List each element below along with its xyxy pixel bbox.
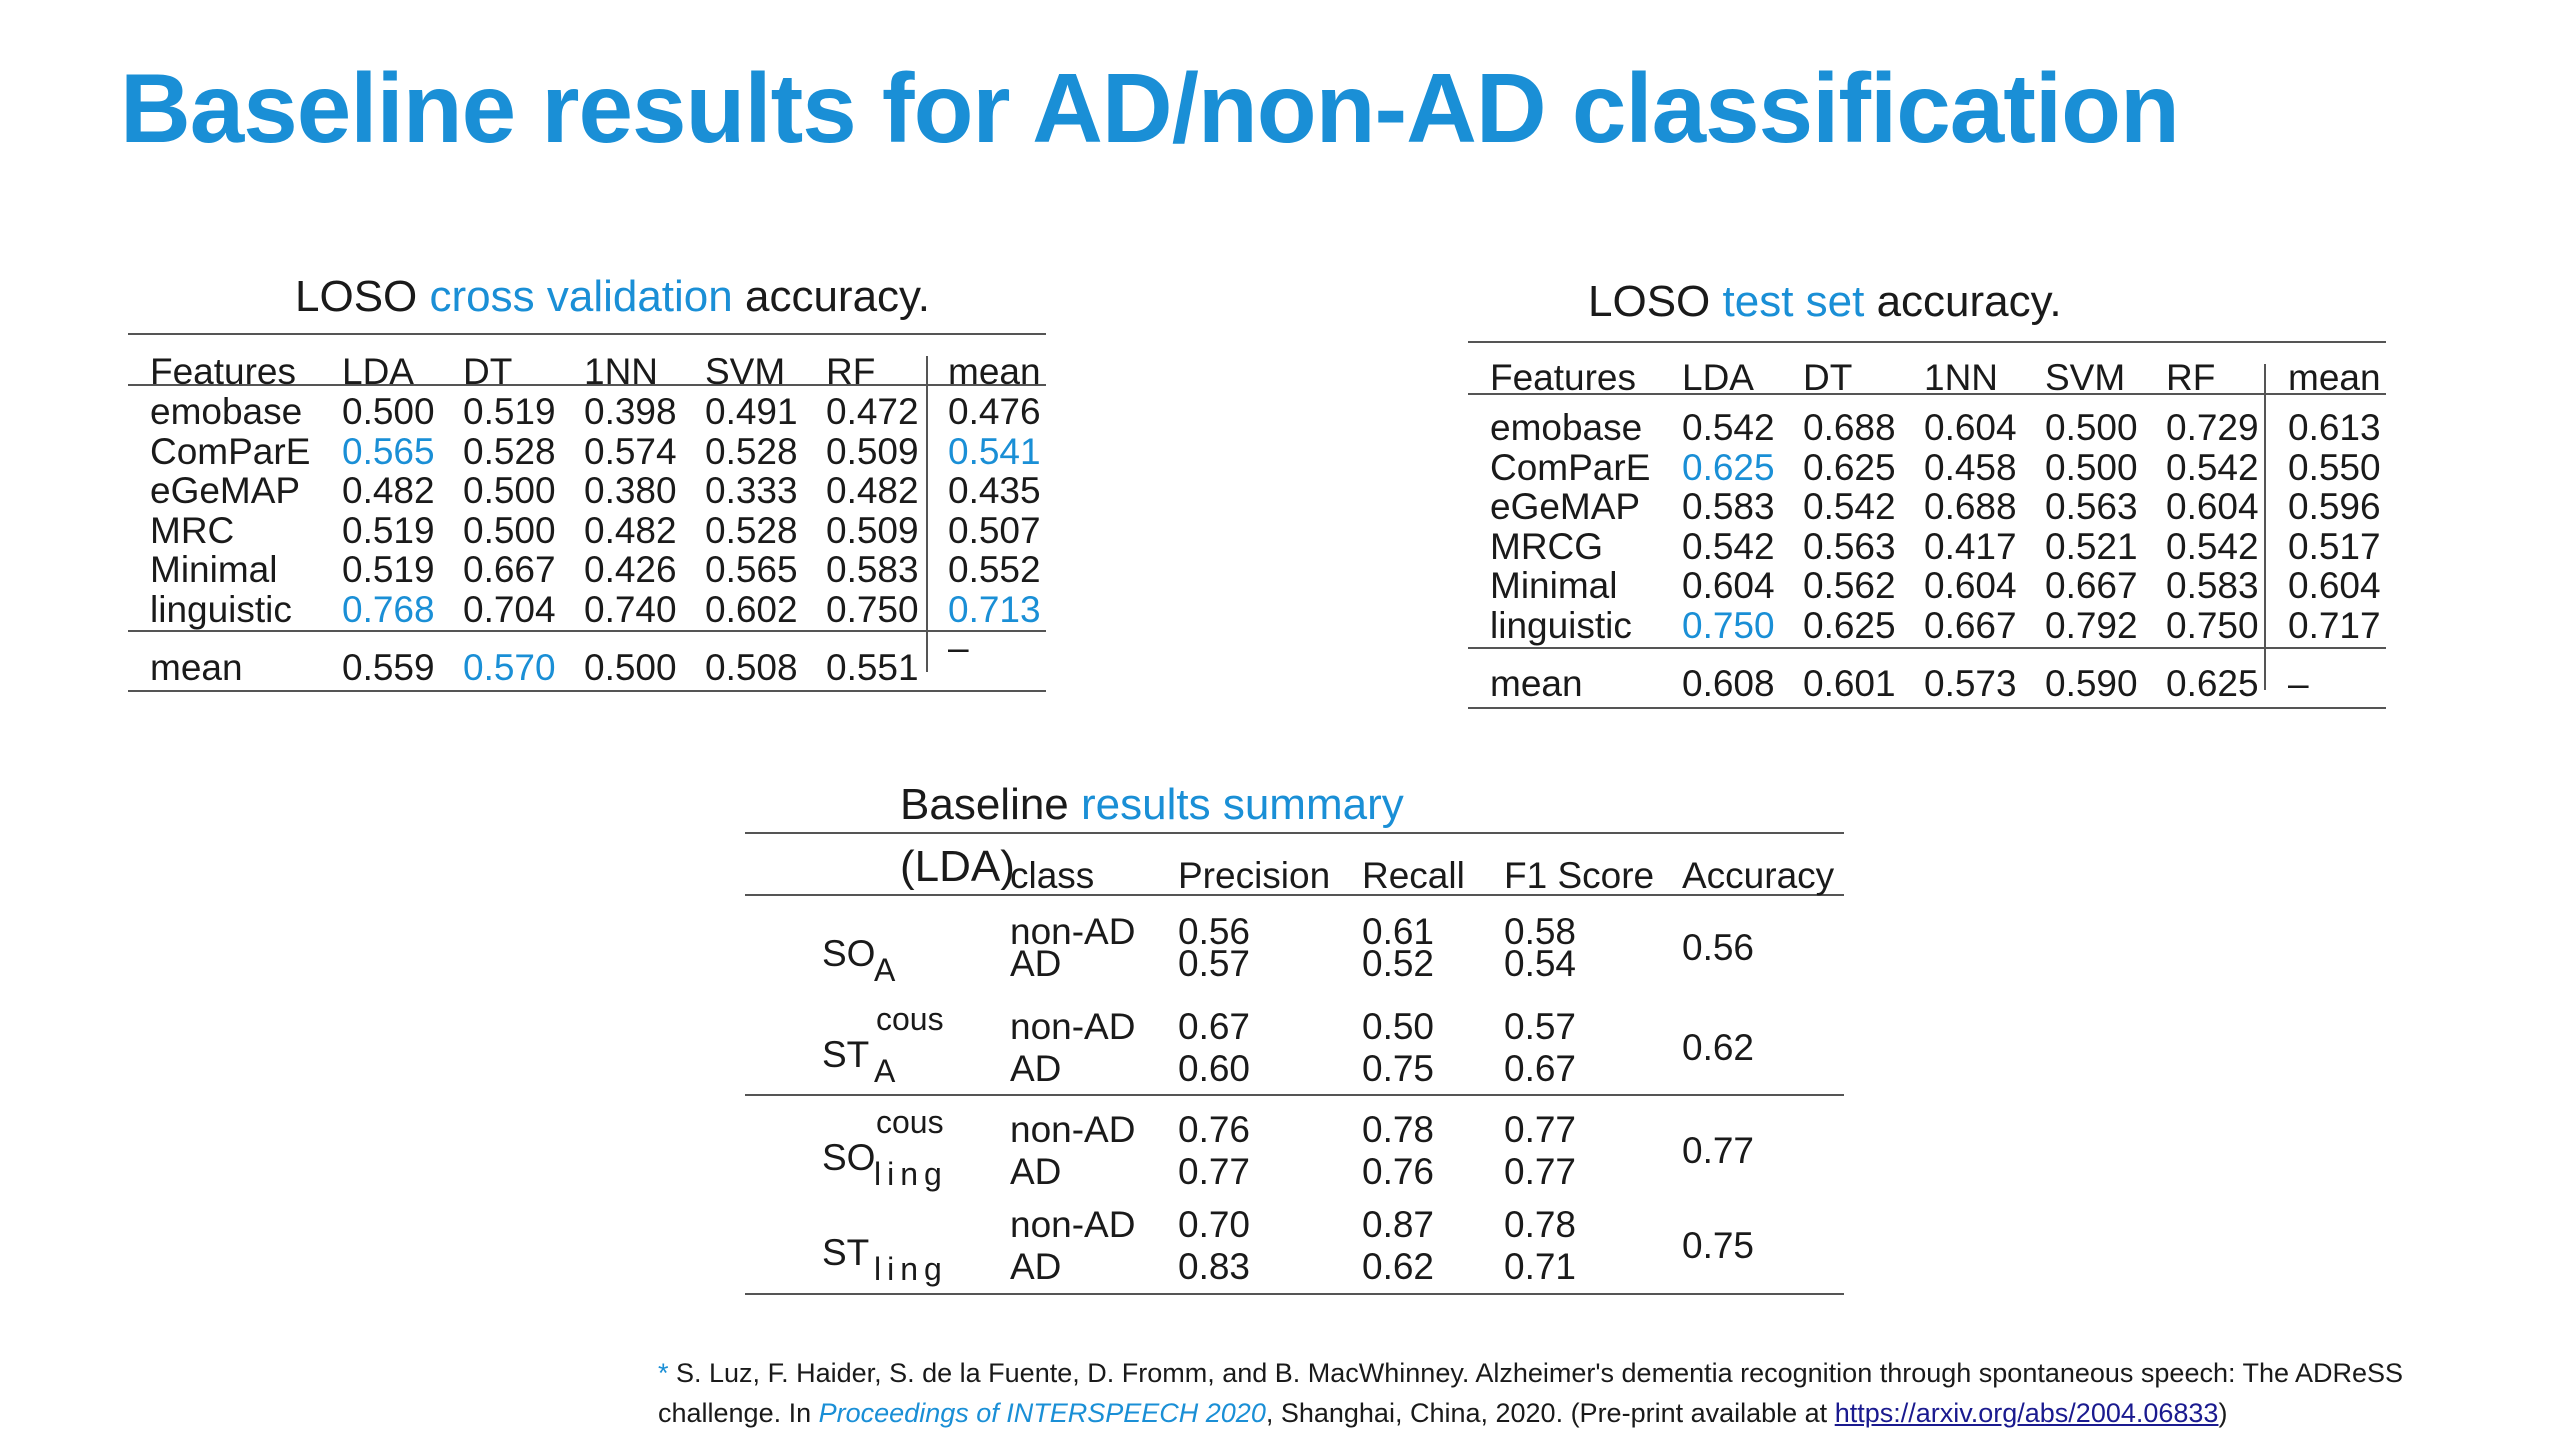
cv-mean-cell: 0.551 [826, 647, 919, 688]
test-cell: 0.613 [2288, 407, 2381, 448]
cv-mean-cell: 0.559 [342, 647, 435, 688]
test-mean-cell: 0.625 [2166, 663, 2259, 704]
footnote-text-1: S. Luz, F. Haider, S. de la Fuente, D. Fromm, and B. MacWhinney. Alzheimer's dementia recognition through spontaneous speech: The ADReSS [668, 1358, 2404, 1388]
summary-mid-rule [745, 1094, 1844, 1096]
summary-header-f1-score: F1 Score [1504, 855, 1655, 896]
summary-recall-cell: 0.52 [1362, 943, 1435, 984]
summary-recall-cell: 0.62 [1362, 1246, 1435, 1287]
summary-header-accuracy: Accuracy [1682, 855, 1835, 896]
cv-cell: 0.740 [584, 588, 677, 630]
summary-recall-cell: 0.87 [1362, 1204, 1435, 1245]
footnote-star: * [658, 1358, 669, 1388]
cv-cell: 0.500 [463, 470, 556, 511]
summary-f1-cell: 0.78 [1504, 1204, 1577, 1245]
test-row-label: eGeMAP [1490, 486, 1641, 527]
test-mean-cell: 0.590 [2045, 663, 2138, 704]
test-cell: 0.604 [1924, 407, 2017, 448]
summary-caption-sub: (LDA) [900, 842, 1015, 891]
cv-cell: 0.519 [342, 549, 435, 590]
test-cell: 0.625 [1803, 446, 1896, 488]
summary-group-label: SO [822, 933, 876, 974]
test-row-label: Minimal [1490, 565, 1618, 606]
test-cell: 0.542 [1682, 407, 1775, 448]
cv-caption-post: accuracy. [732, 272, 931, 321]
summary-accuracy-cell: 0.77 [1682, 1130, 1755, 1171]
cv-cell: 0.472 [826, 391, 919, 432]
summary-precision-cell: 0.77 [1178, 1151, 1251, 1192]
cv-header-1nn: 1NN [584, 351, 659, 392]
test-cell: 0.417 [1924, 525, 2017, 567]
summary-class-cell: AD [1010, 1246, 1062, 1287]
test-row-label: ComParE [1490, 446, 1651, 488]
summary-header-recall: Recall [1362, 855, 1465, 896]
summary-bottom-rule [745, 1293, 1844, 1295]
test-cell: 0.542 [1682, 525, 1775, 567]
footnote-text-2-pre: challenge. In [658, 1398, 819, 1428]
footnote-arxiv-link[interactable]: https://arxiv.org/abs/2004.06833 [1834, 1398, 2219, 1428]
summary-class-cell: AD [1010, 1151, 1062, 1192]
summary-group-sub: A [874, 1053, 896, 1089]
test-caption-pre: LOSO [1588, 277, 1723, 326]
test-cell: 0.688 [1803, 407, 1896, 448]
test-cell: 0.625 [1803, 604, 1896, 646]
test-table-caption [1588, 277, 2062, 327]
cv-cell: 0.482 [826, 470, 919, 511]
summary-group-label: ST [822, 1034, 870, 1075]
cv-row-label: eGeMAP [150, 470, 301, 511]
summary-class-cell: non-AD [1010, 1204, 1136, 1245]
test-header-svm: SVM [2045, 357, 2126, 398]
test-cell: 0.562 [1803, 565, 1896, 606]
test-cell: 0.717 [2288, 604, 2381, 646]
summary-precision-cell: 0.56 [1178, 911, 1251, 952]
footnote-line-2 [658, 1398, 2227, 1429]
page-title: Baseline results for AD/non-AD classification [120, 53, 2179, 163]
cv-cell: 0.667 [463, 549, 556, 590]
test-cell: 0.625 [1682, 446, 1775, 488]
cv-cell: 0.398 [584, 391, 677, 432]
cv-cell: 0.507 [948, 509, 1041, 551]
test-header-dt: DT [1803, 357, 1853, 398]
cv-cell: 0.435 [948, 470, 1041, 511]
summary-class-cell: non-AD [1010, 1006, 1136, 1047]
summary-top-rule [745, 832, 1844, 834]
test-cell: 0.604 [1682, 565, 1775, 606]
cv-header-features: Features [150, 351, 297, 392]
cv-cell: 0.541 [948, 430, 1041, 472]
test-mean-cell: 0.573 [1924, 663, 2017, 704]
cv-mean-label: mean [150, 647, 243, 688]
test-mean-label: mean [1490, 663, 1583, 704]
test-header-lda: LDA [1682, 357, 1754, 398]
test-caption-highlight: test set [1722, 277, 1865, 326]
summary-recall-cell: 0.61 [1362, 911, 1435, 952]
summary-group-label: SO [822, 1137, 876, 1178]
summary-f1-cell: 0.57 [1504, 1006, 1577, 1047]
cv-mean-cell: 0.500 [584, 647, 677, 688]
cv-cell: 0.574 [584, 430, 677, 472]
cv-cell: 0.602 [705, 588, 798, 630]
cv-cell: 0.552 [948, 549, 1041, 590]
summary-group-sup: cous [876, 1104, 944, 1140]
cv-table-caption [295, 272, 930, 322]
summary-caption-pre: Baseline [900, 780, 1082, 829]
summary-header-precision: Precision [1178, 855, 1331, 896]
summary-class-cell: non-AD [1010, 1109, 1136, 1150]
cv-row-label: MRC [150, 509, 235, 551]
footnote-line-1 [658, 1358, 2403, 1389]
test-row-label: linguistic [1490, 604, 1632, 646]
cv-cell: 0.528 [705, 509, 798, 551]
cv-vertical-rule [926, 356, 928, 672]
cv-cell: 0.482 [342, 470, 435, 511]
test-mean-cell: 0.601 [1803, 663, 1896, 704]
summary-accuracy-cell: 0.62 [1682, 1027, 1755, 1068]
summary-recall-cell: 0.76 [1362, 1151, 1435, 1192]
summary-f1-cell: 0.54 [1504, 943, 1577, 984]
cv-caption-pre: LOSO [295, 272, 430, 321]
test-cell: 0.604 [1924, 565, 2017, 606]
cv-bottom-rule [128, 690, 1046, 692]
cv-row-label: ComParE [150, 430, 311, 472]
cv-header-mean: mean [948, 351, 1041, 392]
summary-header-class: class [1010, 855, 1095, 896]
test-cell: 0.500 [2045, 446, 2138, 488]
cv-header-lda: LDA [342, 351, 414, 392]
summary-precision-cell: 0.57 [1178, 943, 1251, 984]
test-header-1nn: 1NN [1924, 357, 1999, 398]
test-cell: 0.604 [2288, 565, 2381, 606]
test-cell: 0.542 [2166, 525, 2259, 567]
summary-class-cell: AD [1010, 1048, 1062, 1089]
test-cell: 0.550 [2288, 446, 2381, 488]
test-cell: 0.458 [1924, 446, 2017, 488]
test-cell: 0.563 [1803, 525, 1896, 567]
summary-precision-cell: 0.67 [1178, 1006, 1251, 1047]
cv-mean-cell: 0.508 [705, 647, 798, 688]
summary-f1-cell: 0.67 [1504, 1048, 1577, 1089]
summary-recall-cell: 0.75 [1362, 1048, 1435, 1089]
cv-row-label: emobase [150, 391, 303, 432]
test-cell: 0.667 [2045, 565, 2138, 606]
cv-cell: 0.333 [705, 470, 798, 511]
cv-cell: 0.565 [705, 549, 798, 590]
cv-cell: 0.482 [584, 509, 677, 551]
test-cell: 0.583 [2166, 565, 2259, 606]
test-header-features: Features [1490, 357, 1637, 398]
test-cell: 0.517 [2288, 525, 2381, 567]
summary-recall-cell: 0.78 [1362, 1109, 1435, 1150]
cv-header-dt: DT [463, 351, 513, 392]
summary-caption-highlight: results summary [1081, 780, 1404, 829]
summary-group-sup: cous [876, 1001, 944, 1037]
test-mean-rule [1468, 647, 2386, 649]
cv-caption-highlight: cross validation [429, 272, 733, 321]
cv-cell: 0.509 [826, 509, 919, 551]
cv-cell: 0.528 [463, 430, 556, 472]
cv-mean-cell: 0.570 [463, 647, 556, 688]
summary-table-caption [900, 780, 1404, 830]
cv-cell: 0.500 [342, 391, 435, 432]
test-mean-cell: 0.608 [1682, 663, 1775, 704]
test-header-rf: RF [2166, 357, 2216, 398]
cv-cell: 0.519 [342, 509, 435, 551]
test-cell: 0.604 [2166, 486, 2259, 527]
summary-precision-cell: 0.76 [1178, 1109, 1251, 1150]
test-cell: 0.521 [2045, 525, 2138, 567]
cv-cell: 0.380 [584, 470, 677, 511]
summary-f1-cell: 0.77 [1504, 1151, 1577, 1192]
test-cell: 0.688 [1924, 486, 2017, 527]
summary-group-label: ST [822, 1232, 870, 1273]
cv-cell: 0.491 [705, 391, 798, 432]
cv-cell: 0.528 [705, 430, 798, 472]
summary-group-sub: ling [874, 1156, 948, 1192]
test-cell: 0.792 [2045, 604, 2138, 646]
test-top-rule [1468, 341, 2386, 343]
cv-mean-cell: – [948, 627, 969, 668]
test-cell: 0.596 [2288, 486, 2381, 527]
summary-group-sub: A [874, 952, 896, 988]
summary-precision-cell: 0.83 [1178, 1246, 1251, 1287]
test-header-mean: mean [2288, 357, 2381, 398]
test-vertical-rule [2264, 364, 2266, 690]
test-caption-post: accuracy. [1864, 277, 2062, 326]
cv-header-rf: RF [826, 351, 876, 392]
summary-accuracy-cell: 0.75 [1682, 1225, 1755, 1266]
cv-cell: 0.565 [342, 430, 435, 472]
test-bottom-rule [1468, 707, 2386, 709]
cv-cell: 0.426 [584, 549, 677, 590]
cv-cell: 0.750 [826, 588, 919, 630]
cv-cell: 0.583 [826, 549, 919, 590]
test-row-label: emobase [1490, 407, 1643, 448]
test-cell: 0.750 [1682, 604, 1775, 646]
summary-f1-cell: 0.58 [1504, 911, 1577, 952]
summary-precision-cell: 0.70 [1178, 1204, 1251, 1245]
test-cell: 0.583 [1682, 486, 1775, 527]
cv-cell: 0.509 [826, 430, 919, 472]
cv-cell: 0.519 [463, 391, 556, 432]
test-cell: 0.500 [2045, 407, 2138, 448]
cv-top-rule [128, 333, 1046, 335]
test-cell: 0.563 [2045, 486, 2138, 527]
test-cell: 0.542 [1803, 486, 1896, 527]
test-cell: 0.667 [1924, 604, 2017, 646]
test-row-label: MRCG [1490, 525, 1604, 567]
cv-row-label: linguistic [150, 588, 292, 630]
test-cell: 0.750 [2166, 604, 2259, 646]
cv-cell: 0.713 [948, 588, 1041, 630]
cv-mean-rule [128, 630, 1046, 632]
summary-f1-cell: 0.71 [1504, 1246, 1577, 1287]
summary-class-cell: non-AD [1010, 911, 1136, 952]
summary-accuracy-cell: 0.56 [1682, 927, 1755, 968]
summary-class-cell: AD [1010, 943, 1062, 984]
test-mean-cell: – [2288, 663, 2309, 704]
cv-row-label: Minimal [150, 549, 278, 590]
footnote-text-2-mid: , Shanghai, China, 2020. (Pre-print available at [1265, 1398, 1835, 1428]
footnote-proceedings: Proceedings of INTERSPEECH 2020 [818, 1398, 1266, 1428]
test-cell: 0.542 [2166, 446, 2259, 488]
cv-header-svm: SVM [705, 351, 786, 392]
summary-f1-cell: 0.77 [1504, 1109, 1577, 1150]
cv-cell: 0.500 [463, 509, 556, 551]
cv-cell: 0.704 [463, 588, 556, 630]
summary-group-sub: ling [874, 1251, 948, 1287]
summary-precision-cell: 0.60 [1178, 1048, 1251, 1089]
footnote-text-2-post: ) [2218, 1398, 2228, 1428]
test-cell: 0.729 [2166, 407, 2259, 448]
cv-cell: 0.476 [948, 391, 1041, 432]
cv-cell: 0.768 [342, 588, 435, 630]
summary-recall-cell: 0.50 [1362, 1006, 1435, 1047]
